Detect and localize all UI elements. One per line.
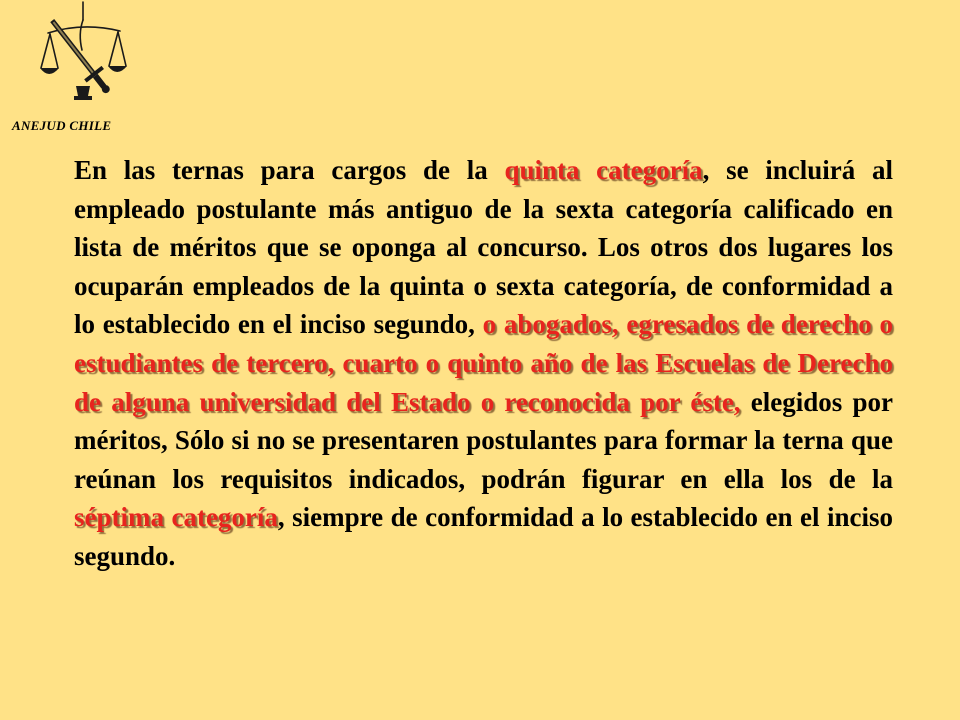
body-paragraph (74, 151, 893, 576)
logo-caption: ANEJUD CHILE (12, 118, 112, 133)
highlight-abogados-estudiantes: o abogados, egresados de derecho o estudiantes de tercero, cuarto o quinto año de las Escuelas de Derecho de alguna universidad del Estado o reconocida por éste, (74, 309, 894, 417)
highlight-quinta-categoria: quinta categoría (504, 155, 703, 185)
highlight-septima-categoria: séptima categoría (74, 502, 278, 533)
text-segment: , se incluirá al empleado postulante más antiguo de la sexta categoría calificado en lista de méritos que se oponga al concurso. Los otros dos lugares los ocuparán empleados de la quinta o sexta categoría, de conformidad a lo establecido en el inciso segundo, (74, 155, 894, 340)
text-segment: elegidos por méritos, Sólo si no se presentaren postulantes para formar la terna que reúnan los requisitos indicados, podrán figurar en ella los de la (74, 386, 893, 494)
scales-of-justice-with-sword-icon (38, 0, 128, 108)
text-segment: , siempre de conformidad a lo establecido en el inciso segundo. (74, 502, 893, 571)
text-segment: En las ternas para cargos de la (74, 155, 505, 185)
